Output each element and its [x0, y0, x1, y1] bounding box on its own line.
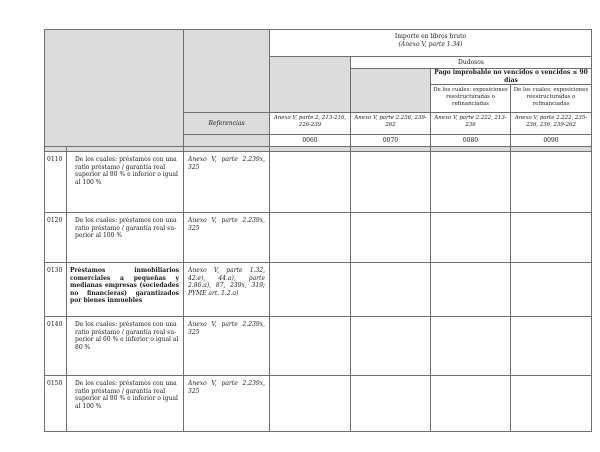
expos-header-090: De los cuales: exposiciones reestructuradas o refinanciadas: [511, 85, 592, 113]
value-cell-0090: [511, 152, 592, 213]
table-row: [45, 213, 592, 263]
row-reference: Anexo V, parte 1.32, 42.e), 44.a), parte 2.86.a), 87, 239x, 319; PYME art. 1.2.a): [184, 263, 270, 317]
table-row: [45, 263, 592, 317]
pago-improbable-header: Pago improbable no vencidos o vencidos ≤ 90 días: [431, 69, 592, 85]
row-description: Préstamos inmobiliarios comerciales a pequeñas y medianas empresas (sociedades no financieras) garantizados por bienes inmuebles: [67, 263, 184, 317]
value-cell-0080: [431, 213, 511, 263]
report-table: [44, 29, 592, 432]
ref-c070: Anexo V, parte 2.236, 239-262: [351, 113, 431, 135]
ref-c080: Anexo V, parte 2.222, 213-236: [431, 113, 511, 135]
corner-blank-cell: [45, 30, 184, 147]
row-description: De los cuales: préstamos con una ratio préstamo / garantía real superior al 60 % e inferior o igual al 80 %: [67, 317, 184, 376]
table-row: [45, 152, 592, 213]
c070-header-blank: [351, 69, 431, 113]
row-reference: Anexo V, parte 2.239x, 325: [184, 376, 270, 432]
value-cell-0080: [431, 152, 511, 213]
col-code-0060: 0060: [270, 135, 351, 147]
col-code-0070: 0070: [351, 135, 431, 147]
value-cell-0070: [351, 213, 431, 263]
row-reference: Anexo V, parte 2.239x, 325: [184, 152, 270, 213]
value-cell-0080: [431, 263, 511, 317]
value-cell-0080: [431, 376, 511, 432]
table-row: [45, 317, 592, 376]
value-cell-0060: [270, 213, 351, 263]
row-reference: Anexo V, parte 2.239x, 325: [184, 317, 270, 376]
row-description: De los cuales: préstamos con una ratio préstamo / garantía real superior al 80 % e inferior o igual al 100 %: [67, 152, 184, 213]
codes-ref-blank: [184, 135, 270, 147]
row-code: 0130: [45, 263, 67, 317]
value-cell-0070: [351, 376, 431, 432]
ref-blank-cell: [184, 30, 270, 113]
value-cell-0090: [511, 317, 592, 376]
value-cell-0090: [511, 213, 592, 263]
col-code-0090: 0090: [511, 135, 592, 147]
importe-title: Importe en libros bruto: [394, 33, 467, 40]
table-row: [45, 376, 592, 432]
row-code: 0140: [45, 317, 67, 376]
value-cell-0060: [270, 263, 351, 317]
value-cell-0070: [351, 152, 431, 213]
row-description: De los cuales: préstamos con una ratio préstamo / garantía real superior al 80 % e inferior o igual al 100 %: [67, 376, 184, 432]
row-reference: Anexo V, parte 2.239x, 325: [184, 213, 270, 263]
value-cell-0070: [351, 263, 431, 317]
row-code: 0120: [45, 213, 67, 263]
importe-subtitle: (Anexo V, parte 1.34): [398, 40, 463, 48]
value-cell-0060: [270, 317, 351, 376]
value-cell-0080: [431, 317, 511, 376]
row-code: 0110: [45, 152, 67, 213]
value-cell-0060: [270, 152, 351, 213]
col-code-0080: 0080: [431, 135, 511, 147]
dudosos-header: Dudosos: [351, 57, 592, 69]
value-cell-0060: [270, 376, 351, 432]
referencias-label: Referencias: [184, 113, 270, 135]
row-description: De los cuales: préstamos con una ratio préstamo / garantía real superior al 100 %: [67, 213, 184, 263]
c060-header-blank: [270, 57, 351, 113]
ref-c060: Anexo V, parte 2, 213-216, 226-239: [270, 113, 351, 135]
value-cell-0090: [511, 376, 592, 432]
expos-header-070: De los cuales: exposiciones reestructuradas o refinanciadas: [431, 85, 511, 113]
value-cell-0090: [511, 263, 592, 317]
value-cell-0070: [351, 317, 431, 376]
importe-header: [270, 30, 592, 57]
row-code: 0150: [45, 376, 67, 432]
ref-c090: Anexo V, parte 2.222, 235-236, 236, 239-262: [511, 113, 592, 135]
